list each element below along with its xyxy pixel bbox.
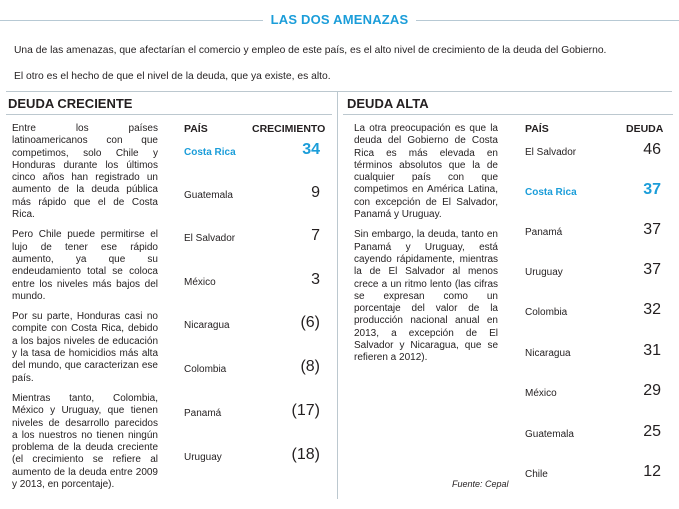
table-row — [525, 423, 661, 445]
table-row — [184, 227, 320, 249]
title-bar — [0, 9, 679, 31]
debt-value: 46 — [643, 141, 661, 158]
country-name: Chile — [525, 469, 548, 480]
country-name: Costa Rica — [184, 147, 236, 158]
country-name: México — [184, 277, 216, 288]
table-row — [184, 184, 320, 206]
country-name: Panamá — [184, 408, 222, 419]
left-body — [12, 123, 158, 499]
debt-value: 31 — [643, 342, 661, 359]
column-divider — [337, 91, 338, 499]
country-name: México — [525, 388, 557, 399]
left-paragraph-2: Pero Chile puede permitirse el lujo de tener ese rápido aumento, ya que su endeudamiento total se coloca entre los niveles más bajos del mundo. — [12, 229, 158, 302]
source-note: Fuente: Cepal — [452, 479, 509, 489]
table-row — [525, 301, 661, 323]
intro-paragraph-1: Una de las amenazas, que afectarían el comercio y empleo de este país, es el alto nivel de crecimiento de la deuda del Gobierno. — [14, 45, 607, 56]
growth-value: (8) — [300, 358, 320, 375]
table-row — [184, 446, 320, 468]
growth-value: 34 — [302, 141, 320, 158]
intro-divider — [6, 91, 672, 92]
right-heading-rule — [343, 114, 673, 115]
table-row — [184, 314, 320, 336]
country-name: Uruguay — [525, 267, 563, 278]
country-name: El Salvador — [525, 147, 577, 158]
right-heading: DEUDA ALTA — [347, 96, 429, 111]
debt-value: 32 — [643, 301, 661, 318]
country-name: Colombia — [184, 364, 227, 375]
left-paragraph-3: Por su parte, Honduras casi no compite con Costa Rica, debido a los bajos niveles de educación y la tasa de homicidios más alta del mundo, que caracterizan ese país. — [12, 311, 158, 384]
table-row — [525, 342, 661, 364]
left-paragraph-4: Mientras tanto, Colombia, México y Uruguay, que tienen niveles de desarrollo parecidos a los nuestros no tienen ningún problema de la deuda creciente (el crecimiento se refiere al aumento de la deuda entre 2009 y 2013, en porcentaje). — [12, 392, 158, 491]
country-name: Panamá — [525, 227, 563, 238]
right-body — [354, 123, 498, 373]
left-heading-rule — [6, 114, 332, 115]
debt-value: 37 — [643, 221, 661, 238]
growth-value: (18) — [291, 446, 320, 463]
table-row — [525, 221, 661, 243]
left-col-value-header: CRECIMIENTO — [252, 123, 326, 135]
table-row — [184, 402, 320, 424]
right-col-country-header: PAÍS — [525, 123, 549, 135]
country-name: Guatemala — [525, 429, 574, 440]
left-paragraph-1: Entre los países latinoamericanos con que competimos, solo Chile y Honduras durante los últimos cinco años han registrado un aumento de la deuda pública más rápido que el de Costa Rica. — [12, 123, 158, 221]
country-name: Guatemala — [184, 190, 233, 201]
page-title-text: LAS DOS AMENAZAS — [263, 12, 417, 27]
growth-value: (6) — [300, 314, 320, 331]
country-name: Uruguay — [184, 452, 222, 463]
debt-value: 12 — [643, 463, 661, 480]
left-heading: DEUDA CRECIENTE — [8, 96, 133, 111]
table-row — [525, 382, 661, 404]
table-row — [525, 141, 661, 163]
growth-value: 3 — [311, 271, 320, 288]
country-name: El Salvador — [184, 233, 236, 244]
table-row — [525, 463, 661, 485]
right-paragraph-1: La otra preocupación es que la deuda del Gobierno de Costa Rica es más elevada en términos absolutos que la de cualquier país con que competimos en América Latina, con excepción de El Salvador, Panamá y Uruguay. — [354, 123, 498, 221]
left-col-country-header: PAÍS — [184, 123, 208, 135]
country-name: Colombia — [525, 307, 568, 318]
right-paragraph-2: Sin embargo, la deuda, tanto en Panamá y Uruguay, está cayendo rápidamente, mientras la de El Salvador al menos crece a un ritmo lento (las cifras se expresan como un porcentaje del valor de la producción nacional anual en 2013, a excepción de El Salvador y Nicaragua, que se refieren a 2012). — [354, 229, 498, 364]
debt-value: 29 — [643, 382, 661, 399]
table-row — [184, 358, 320, 380]
debt-value: 37 — [643, 181, 661, 198]
country-name: Costa Rica — [525, 187, 577, 198]
intro-paragraph-2: El otro es el hecho de que el nivel de la deuda, que ya existe, es alto. — [14, 71, 331, 82]
page-title — [0, 12, 679, 27]
growth-value: (17) — [291, 402, 320, 419]
table-row — [525, 181, 661, 203]
growth-value: 7 — [311, 227, 320, 244]
right-col-value-header: DEUDA — [626, 123, 664, 135]
table-row — [184, 141, 320, 163]
debt-value: 25 — [643, 423, 661, 440]
table-row — [525, 261, 661, 283]
country-name: Nicaragua — [525, 348, 571, 359]
country-name: Nicaragua — [184, 320, 230, 331]
table-row — [184, 271, 320, 293]
debt-value: 37 — [643, 261, 661, 278]
growth-value: 9 — [311, 184, 320, 201]
